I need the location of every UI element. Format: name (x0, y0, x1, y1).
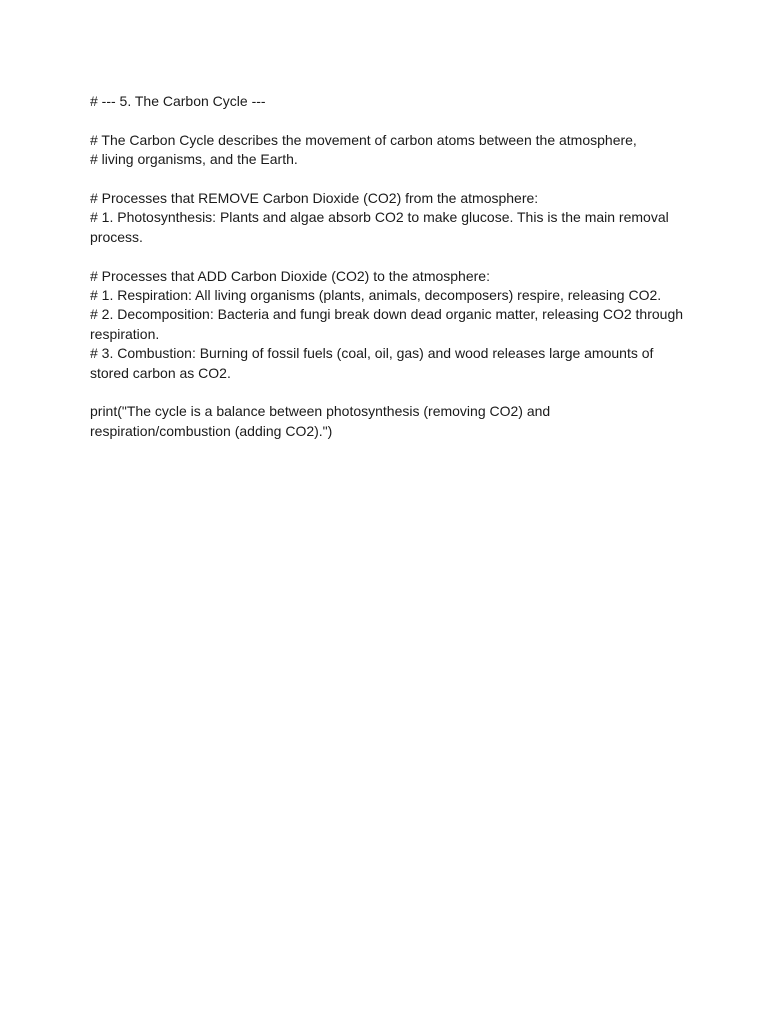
remove-processes-heading: # Processes that REMOVE Carbon Dioxide (CO2) from the atmosphere: (90, 190, 539, 206)
print-statement-line-continued: respiration/combustion (adding CO2).") (90, 422, 333, 439)
photosynthesis-line: # 1. Photosynthesis: Plants and algae absorb CO2 to make glucose. This is the main removal (90, 209, 669, 226)
add-processes-block (90, 267, 690, 383)
print-statement-line: print("The cycle is a balance between photosynthesis (removing CO2) and (90, 403, 551, 420)
document-page (90, 92, 690, 461)
heading-block (90, 92, 690, 111)
respiration-line: # 1. Respiration: All living organisms (plants, animals, decomposers) respire, releasing CO2. (90, 287, 662, 304)
add-processes-heading: # Processes that ADD Carbon Dioxide (CO2) to the atmosphere: (90, 267, 490, 284)
print-statement-block (90, 402, 690, 441)
intro-block (90, 131, 690, 170)
section-heading: # --- 5. The Carbon Cycle --- (90, 93, 266, 109)
combustion-line-continued: stored carbon as CO2. (90, 364, 231, 381)
combustion-line: # 3. Combustion: Burning of fossil fuels (coal, oil, gas) and wood releases large amounts of (90, 345, 654, 362)
decomposition-line-continued: respiration. (90, 325, 160, 342)
decomposition-line: # 2. Decomposition: Bacteria and fungi break down dead organic matter, releasing CO2 through (90, 306, 684, 323)
photosynthesis-line-continued: process. (90, 228, 143, 245)
intro-line: # The Carbon Cycle describes the movement of carbon atoms between the atmosphere, (90, 131, 637, 148)
remove-processes-block (90, 189, 690, 247)
intro-line: # living organisms, and the Earth. (90, 151, 298, 168)
